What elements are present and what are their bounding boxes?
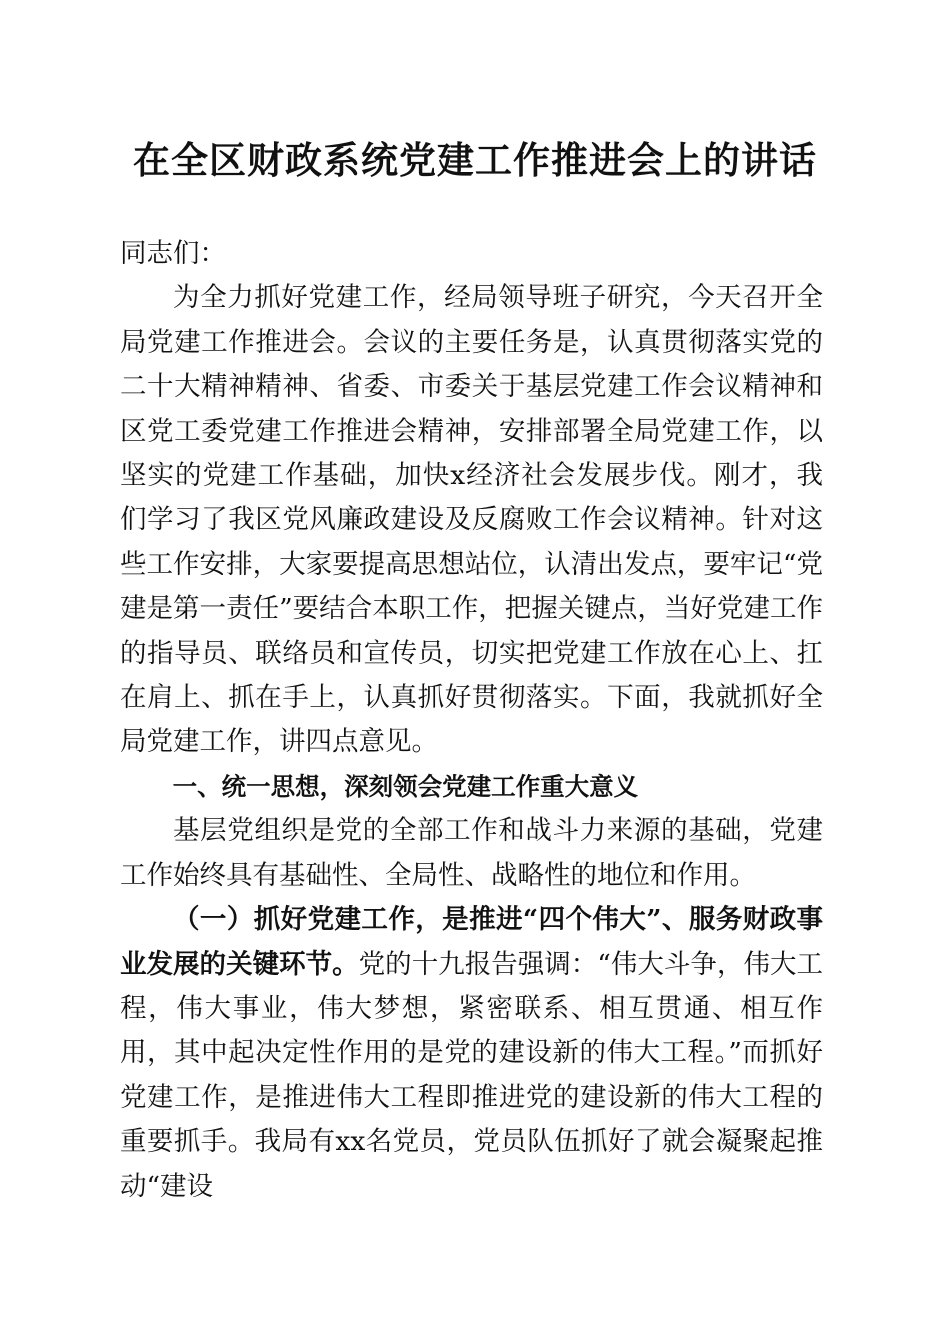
paragraph-subsection-1: [120, 898, 823, 1209]
paragraph-foundation: 基层党组织是党的全部工作和战斗力来源的基础，党建工作始终具有基础性、全局性、战略性的地位和作用。: [120, 815, 823, 891]
subsection-1-lead: （一）抓好党建工作，是推进“四个伟大”、服务财政事业发展的关键环节。: [120, 904, 823, 980]
section-heading-1: 一、统一思想，深刻领会党建工作重大意义: [172, 771, 639, 801]
document-body: [120, 232, 823, 1209]
paragraph-opening: 为全力抓好党建工作，经局领导班子研究，今天召开全局党建工作推进会。会议的主要任务是，认真贯彻落实党的二十大精神精神、省委、市委关于基层党建工作会议精神和区党工委党建工作推进会精神，安排部署全局党建工作，以坚实的党建工作基础，加快x经济社会发展步伐。刚才，我们学习了我区党风廉政建设及反腐败工作会议精神。针对这些工作安排，大家要提高思想站位，认清出发点，要牢记“党建是第一责任”要结合本职工作，把握关键点，当好党建工作的指导员、联络员和宣传员，切实把党建工作放在心上、扛在肩上、抓在手上，认真抓好贯彻落实。下面，我就抓好全局党建工作，讲四点意见。: [120, 282, 823, 758]
salutation: 同志们：: [120, 238, 226, 269]
subsection-1-text: 党的十九报告强调：“伟大斗争，伟大工程，伟大事业，伟大梦想，紧密联系、相互贯通、相互作用，其中起决定性作用的是党的建设新的伟大工程。”而抓好党建工作，是推进伟大工程即推进党的建设新的伟大工程的重要抓手。我局有xx名党员，党员队伍抓好了就会凝聚起推动“建设: [120, 948, 823, 1202]
document-title: 在全区财政系统党建工作推进会上的讲话: [133, 138, 817, 182]
